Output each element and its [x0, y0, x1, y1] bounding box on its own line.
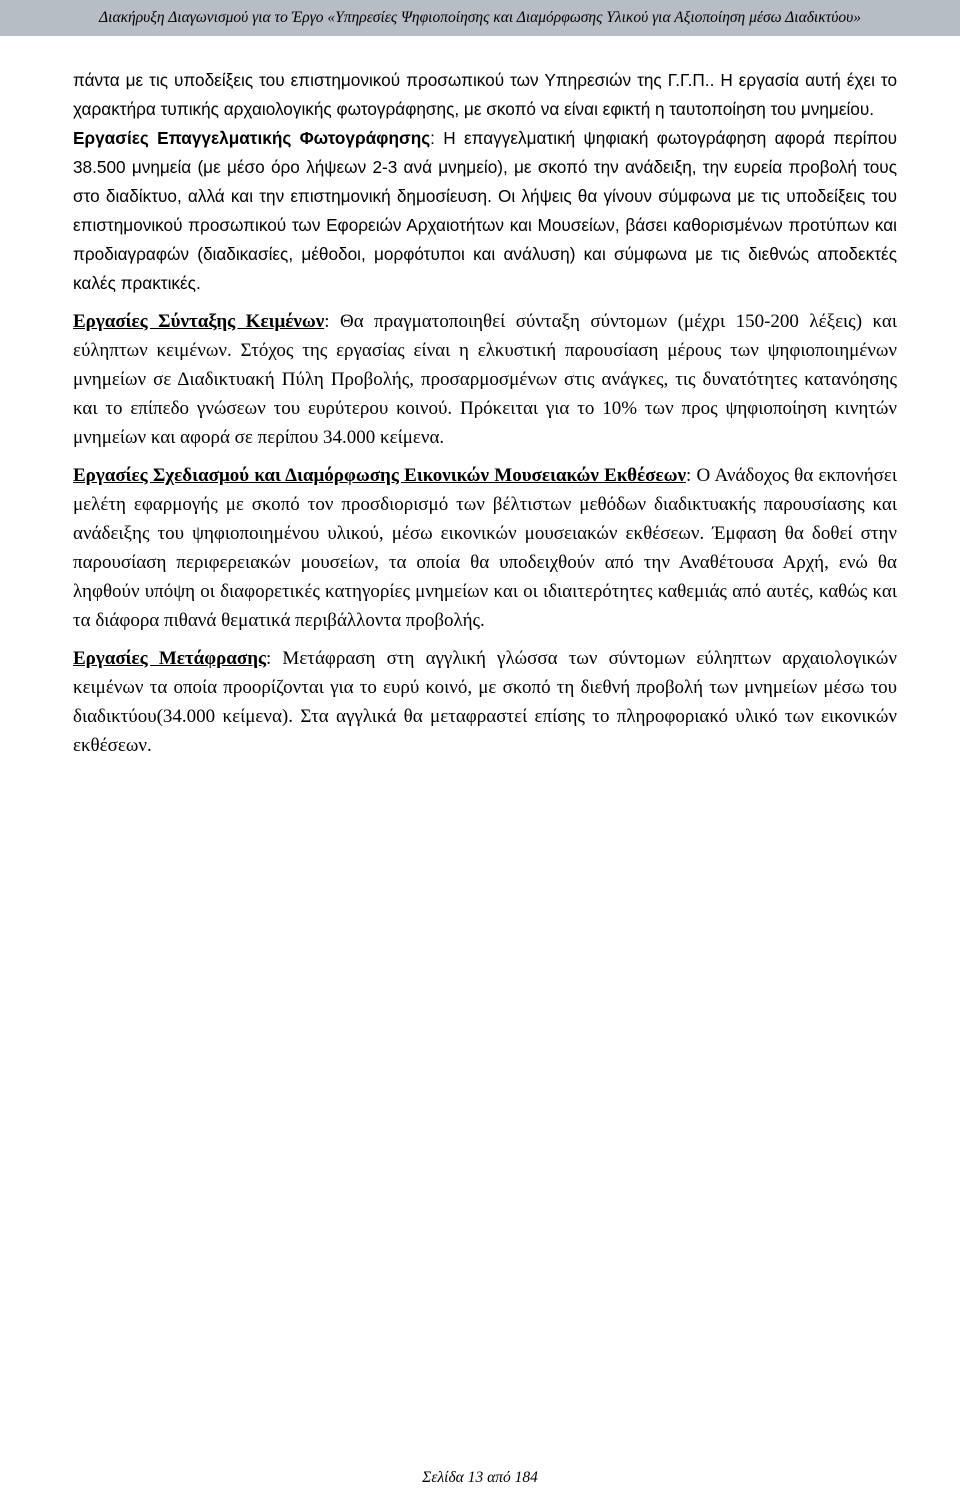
term-translation: Εργασίες Μετάφρασης: [73, 648, 267, 669]
paragraph-text-writing: [73, 307, 897, 452]
paragraph-virtual-exhibitions: [73, 461, 897, 635]
text-text-writing: : Θα πραγματοποιηθεί σύνταξη σύντομων (μέχρι 150-200 λέξεις) και εύληπτων κειμένων. Στόχος της εργασίας είναι η ελκυστική παρουσίαση μέρους των ψηφιοποιημένων μνημείων σε Διαδικτυακή Πύλη Προβολής, προσαρμοσμένων στις ανάγκες, τις δυνατότητες κατανόησης και το επίπεδο γνώσεων του ευρύτερου κοινού. Πρόκειται για το 10% των προς ψηφιοποίηση κινητών μνημείων και αφορά σε περίπου 34.000 κείμενα.: [73, 311, 897, 448]
text-professional-photography: : Η επαγγελματική ψηφιακή φωτογράφηση αφορά περίπου 38.500 μνημεία (με μέσο όρο λήψεων 2-3 ανά μνημείο), με σκοπό την ανάδειξη, την ευρεία προβολή τους στο διαδίκτυο, αλλά και την επιστημονική δημοσίευση. Οι λήψεις θα γίνουν σύμφωνα με τις υποδείξεις του επιστημονικού προσωπικού των Εφορειών Αρχαιοτήτων και Μουσείων, βάσει καθορισμένων προτύπων και προδιαγραφών (διαδικασίες, μέθοδοι, μορφότυποι και ανάλυση) και σύμφωνα με τις διεθνώς αποδεκτές καλές πρακτικές.: [73, 128, 897, 293]
term-text-writing: Εργασίες Σύνταξης Κειμένων: [73, 311, 325, 332]
document-body: [73, 66, 897, 760]
paragraph-professional-photography: [73, 124, 897, 298]
document-title: Διακήρυξη Διαγωνισμού για το Έργο «Υπηρεσίες Ψηφιοποίησης και Διαμόρφωσης Υλικού για Αξιοποίηση μέσω Διαδικτύου»: [99, 9, 861, 26]
term-virtual-exhibitions: Εργασίες Σχεδιασμού και Διαμόρφωσης Εικονικών Μουσειακών Εκθέσεων: [73, 465, 686, 486]
paragraph-translation: [73, 644, 897, 760]
paragraph-continued: πάντα με τις υποδείξεις του επιστημονικού προσωπικού των Υπηρεσιών της Γ.Γ.Π.. Η εργασία αυτή έχει το χαρακτήρα τυπικής αρχαιολογικής φωτογράφησης, με σκοπό να είναι εφικτή η ταυτοποίηση του μνημείου.: [73, 70, 897, 119]
page-footer: [0, 1468, 960, 1488]
term-professional-photography: Εργασίες Επαγγελματικής Φωτογράφησης: [73, 128, 431, 148]
running-header: [0, 0, 960, 36]
serif-section: [73, 307, 897, 760]
text-virtual-exhibitions: : Ο Ανάδοχος θα εκπονήσει μελέτη εφαρμογής με σκοπό τον προσδιορισμό των βέλτιστων μεθόδων διαδικτυακής παρουσίασης και ανάδειξης του ψηφιοποιημένου υλικού, μέσω εικονικών μουσειακών εκθέσεων. Έμφαση θα δοθεί στην παρουσίαση περιφερειακών μουσείων, τα οποία θα υποδειχθούν από την Αναθέτουσα Αρχή, ενώ θα ληφθούν υπόψη οι διαφορετικές κατηγορίες μνημείων και οι ιδιαιτερότητες καθεμιάς από αυτές, καθώς και τα διάφορα πιθανά θεματικά περιβάλλοντα προβολής.: [73, 465, 897, 631]
page-number: Σελίδα 13 από 184: [422, 1469, 538, 1486]
text-translation: : Μετάφραση στη αγγλική γλώσσα των σύντομων εύληπτων αρχαιολογικών κειμένων τα οποία προορίζονται για το ευρύ κοινό, με σκοπό τη διεθνή προβολή των μνημείων μέσω του διαδικτύου(34.000 κείμενα). Στα αγγλικά θα μεταφραστεί επίσης το πληροφοριακό υλικό των εικονικών εκθέσεων.: [73, 648, 897, 756]
